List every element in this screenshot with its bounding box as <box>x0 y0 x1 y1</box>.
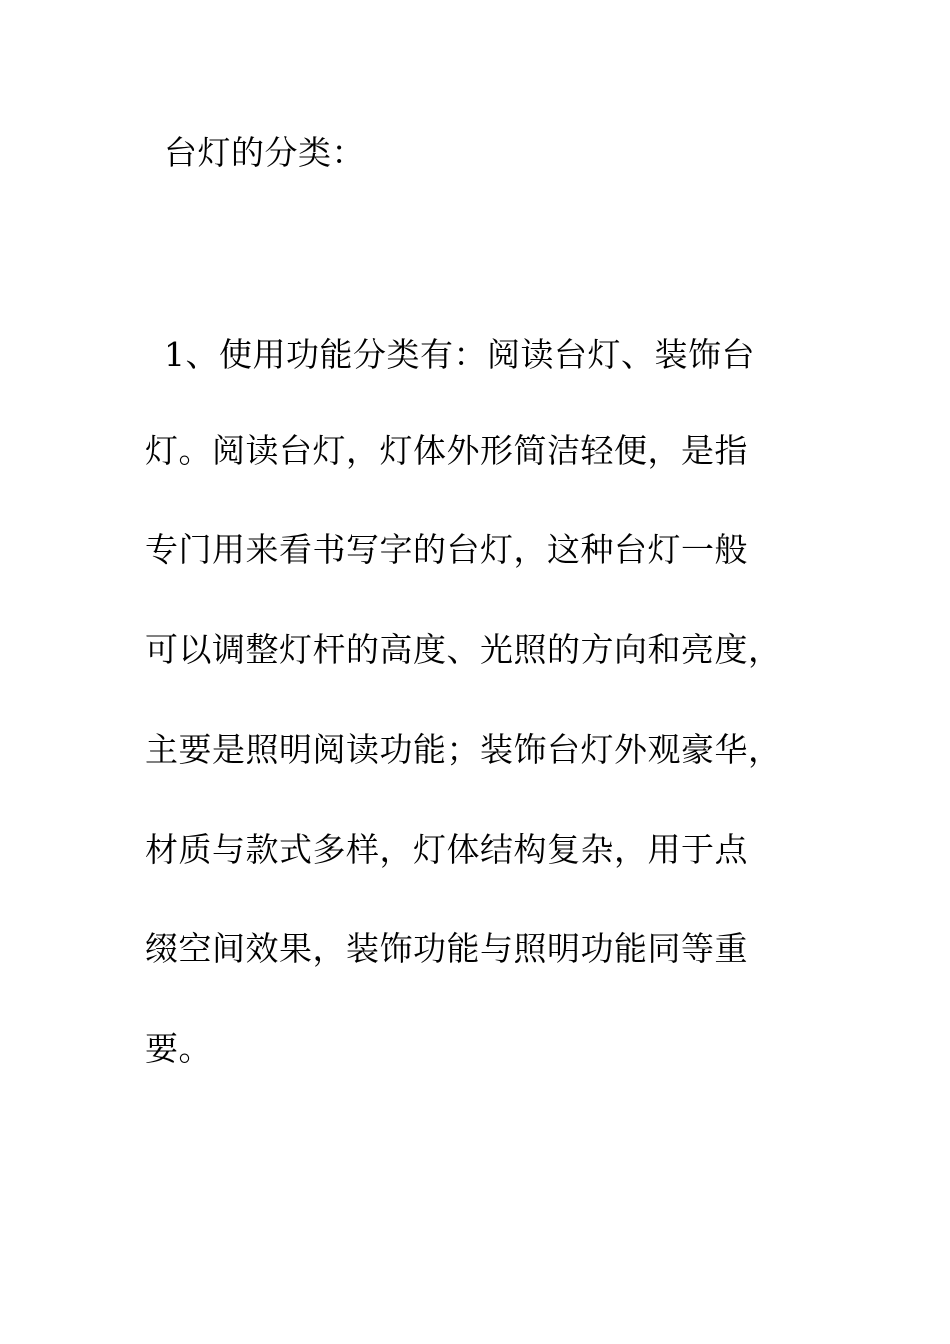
section-heading: 台灯的分类： <box>164 133 365 172</box>
paragraph-line-2: 灯。阅读台灯，灯体外形简洁轻便，是指 <box>145 431 748 470</box>
paragraph-line-6: 材质与款式多样，灯体结构复杂，用于点 <box>145 830 748 869</box>
paragraph-line-3: 专门用来看书写字的台灯，这种台灯一般 <box>145 530 748 569</box>
paragraph-line-7: 缀空间效果，装饰功能与照明功能同等重 <box>145 929 748 968</box>
paragraph-line-8: 要。 <box>145 1029 212 1068</box>
paragraph-line-4: 可以调整灯杆的高度、光照的方向和亮度， <box>145 630 782 669</box>
paragraph-line-1: 1、使用功能分类有：阅读台灯、装饰台 <box>164 335 755 374</box>
paragraph-line-5: 主要是照明阅读功能；装饰台灯外观豪华， <box>145 730 782 769</box>
